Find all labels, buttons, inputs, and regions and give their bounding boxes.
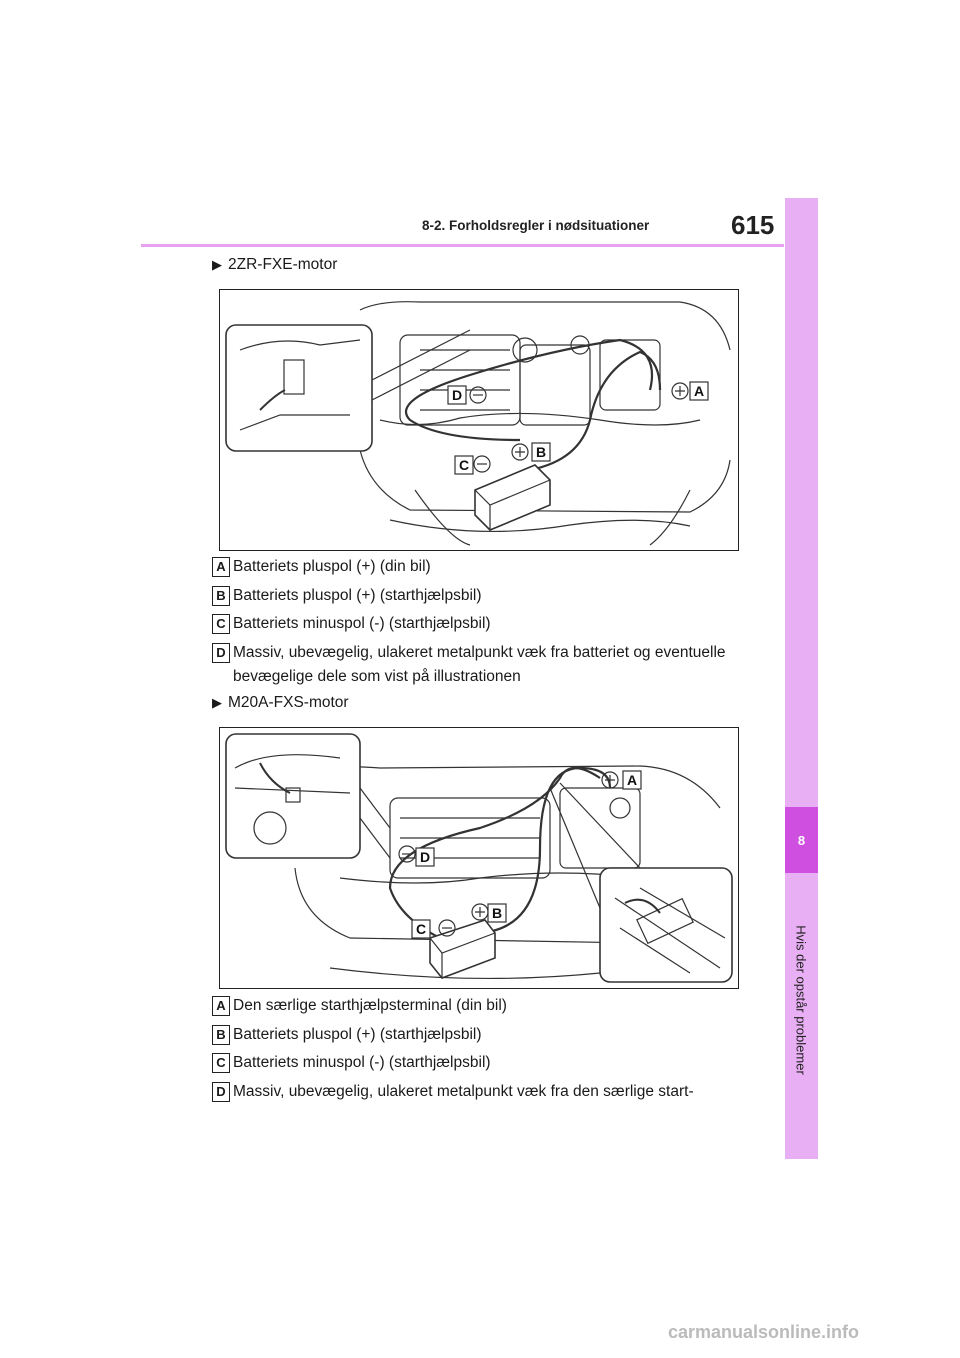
legend-text: Batteriets minuspol (-) (starthjælpsbil) — [233, 1054, 491, 1071]
legend-text: Batteriets pluspol (+) (din bil) — [233, 558, 431, 575]
legend-item — [212, 993, 507, 1019]
legend-key-a: A — [212, 557, 230, 577]
section-title: 8-2. Forholdsregler i nødsituationer — [422, 218, 650, 233]
figure-label-c: C — [415, 921, 427, 937]
legend-text: Batteriets pluspol (+) (starthjælpsbil) — [233, 1026, 482, 1043]
legend-text: Den særlige starthjælpsterminal (din bil) — [233, 997, 507, 1014]
engine-heading-text: M20A-FXS-motor — [228, 694, 349, 711]
engine-illustration-m20a — [219, 727, 739, 989]
legend-item — [212, 611, 491, 637]
page-number: 615 — [731, 210, 775, 240]
engine-heading-1 — [212, 256, 337, 274]
triangle-bullet-icon: ▶ — [212, 695, 222, 710]
legend-item — [212, 1022, 482, 1048]
legend-key-d: D — [212, 643, 230, 663]
figure-label-b: B — [491, 905, 503, 921]
engine-heading-2 — [212, 694, 349, 712]
legend-item — [212, 1079, 694, 1105]
legend-item — [212, 1050, 491, 1076]
legend-key-d: D — [212, 1082, 230, 1102]
watermark: carmanualsonline.info — [668, 1322, 860, 1342]
figure-label-c: C — [458, 457, 470, 473]
legend-text-continuation: bevægelige dele som vist på illustrationen — [233, 668, 521, 685]
header-rule — [141, 244, 784, 247]
legend-key-c: C — [212, 614, 230, 634]
figure-label-d: D — [419, 849, 431, 865]
triangle-bullet-icon: ▶ — [212, 257, 222, 272]
legend-key-c: C — [212, 1053, 230, 1073]
chapter-title-vertical: Hvis der opstår problemer — [793, 925, 809, 1075]
figure-label-b: B — [535, 444, 547, 460]
legend-key-b: B — [212, 586, 230, 606]
engine-illustration-2zr — [219, 289, 739, 551]
legend-text: Massiv, ubevægelig, ulakeret metalpunkt væk fra batteriet og eventuelle — [233, 644, 726, 661]
legend-item — [212, 554, 431, 580]
legend-key-a: A — [212, 996, 230, 1016]
legend-item — [212, 640, 726, 666]
engine-heading-text: 2ZR-FXE-motor — [228, 256, 338, 273]
legend-key-b: B — [212, 1025, 230, 1045]
legend-item — [212, 583, 482, 609]
legend-text: Batteriets minuspol (-) (starthjælpsbil) — [233, 615, 491, 632]
figure-label-a: A — [693, 383, 705, 399]
chapter-number-tab: 8 — [785, 807, 818, 873]
figure-label-d: D — [451, 387, 463, 403]
legend-text: Batteriets pluspol (+) (starthjælpsbil) — [233, 587, 482, 604]
legend-text: Massiv, ubevægelig, ulakeret metalpunkt væk fra den særlige start- — [233, 1083, 694, 1100]
figure-label-a: A — [626, 772, 638, 788]
